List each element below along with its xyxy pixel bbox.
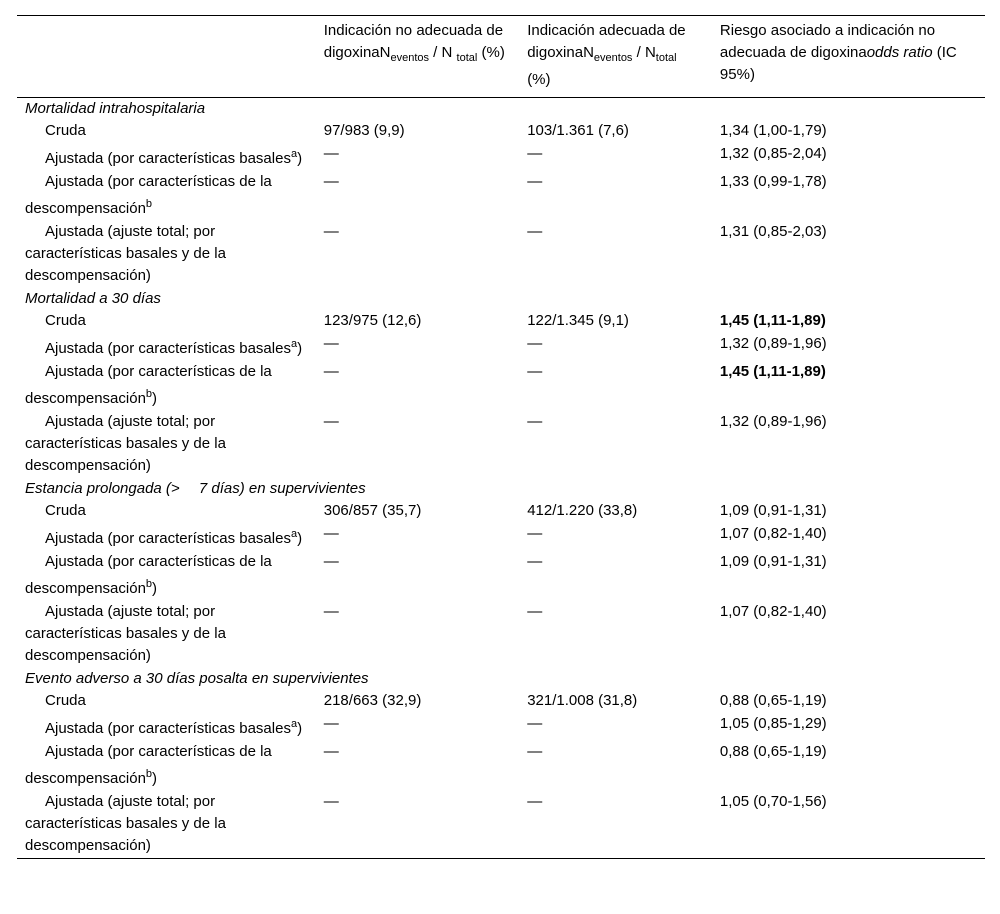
non-adequate-value: —	[323, 335, 339, 352]
odds-ratio-value: 1,45 (1,11-1,89)	[719, 363, 826, 380]
row-label: Cruda	[45, 122, 86, 139]
section-row	[17, 668, 985, 690]
table-row	[17, 221, 985, 288]
adequate-value: —	[527, 715, 543, 732]
non-adequate-value: —	[323, 715, 339, 732]
row-label: Cruda	[45, 692, 86, 709]
adequate-value: —	[527, 145, 543, 162]
row-label: Ajustada (por características de la descompensación$^b$)	[25, 363, 272, 407]
row-label: Ajustada (ajuste total; por características basales y de la descompensación)	[17, 791, 316, 859]
row-label: Ajustada (ajuste total; por características basales y de la descompensación)	[25, 223, 226, 284]
row-label: Ajustada (por características basales$^a$)	[45, 528, 303, 547]
non-adequate-value: 123/975 (12,6)	[323, 312, 422, 329]
odds-ratio-value: 1,34 (1,00-1,79)	[719, 122, 827, 139]
row-label: Ajustada (por características basales$^a$)	[45, 338, 303, 357]
non-adequate-value: —	[323, 363, 339, 380]
adequate-value: —	[527, 335, 543, 352]
non-adequate-value: 97/983 (9,9)	[323, 122, 405, 139]
section-row	[17, 98, 985, 121]
adequate-value: 122/1.345 (9,1)	[527, 312, 629, 329]
table-row	[17, 143, 985, 171]
table-row	[17, 741, 985, 791]
adequate-value: —	[527, 743, 543, 760]
adequate-value: 412/1.220 (33,8)	[527, 502, 638, 519]
adequate-value: —	[527, 223, 543, 240]
non-adequate-value: —	[323, 173, 339, 190]
section-row	[17, 288, 985, 310]
adequate-value: —	[527, 603, 543, 620]
header-non-adequate: Indicación no adecuada de digoxinaN$_{eventos}$ / N $_{total}$ (%)	[323, 22, 505, 64]
table-row	[17, 500, 985, 523]
table-row	[17, 171, 985, 221]
adequate-value: —	[527, 363, 543, 380]
adequate-value: 321/1.008 (31,8)	[527, 692, 638, 709]
row-label: Cruda	[45, 502, 86, 519]
non-adequate-value: —	[323, 743, 339, 760]
non-adequate-value: —	[323, 603, 339, 620]
odds-ratio-value: 1,07 (0,82-1,40)	[719, 525, 827, 542]
table-row	[17, 333, 985, 361]
row-label: Ajustada (por características basales$^a$)	[45, 718, 303, 737]
non-adequate-value: —	[323, 145, 339, 162]
non-adequate-value: —	[323, 525, 339, 542]
odds-ratio-value: 1,05 (0,70-1,56)	[712, 791, 985, 859]
row-label: Ajustada (por características de la descompensación$^b$)	[25, 743, 272, 787]
header-risk: Riesgo asociado a indicación no adecuada de digoxinaodds ratio (IC 95%)	[719, 22, 957, 83]
non-adequate-value: —	[323, 553, 339, 570]
row-label: Ajustada (por características de la descompensación$^b$)	[25, 553, 272, 597]
table-row	[17, 791, 985, 859]
row-label: Ajustada (por características de la descompensación$^b$	[25, 173, 272, 217]
header-adequate: Indicación adecuada de digoxinaN$_{eventos}$ / $N_{total}$ (%)	[527, 22, 686, 88]
table-row	[17, 411, 985, 478]
adequate-value: —	[527, 525, 543, 542]
table-row	[17, 690, 985, 713]
non-adequate-value: 218/663 (32,9)	[323, 692, 422, 709]
header-empty-cell	[17, 16, 316, 98]
section-title: Estancia prolongada (> 7 días) en supervivientes	[25, 480, 366, 497]
table-row	[17, 601, 985, 668]
table-row	[17, 713, 985, 741]
section-row	[17, 478, 985, 500]
adequate-value: —	[519, 791, 712, 859]
non-adequate-value: —	[323, 413, 339, 430]
table-row	[17, 551, 985, 601]
adequate-value: 103/1.361 (7,6)	[527, 122, 629, 139]
odds-ratio-value: 1,45 (1,11-1,89)	[719, 312, 826, 329]
adequate-value: —	[527, 553, 543, 570]
section-title: Mortalidad a 30 días	[25, 290, 161, 307]
odds-ratio-value: 1,09 (0,91-1,31)	[719, 502, 827, 519]
odds-ratio-value: 0,88 (0,65-1,19)	[719, 692, 827, 709]
header-row	[17, 16, 985, 98]
odds-ratio-value: 0,88 (0,65-1,19)	[719, 743, 827, 760]
odds-ratio-value: 1,32 (0,85-2,04)	[719, 145, 827, 162]
row-label: Ajustada (ajuste total; por características basales y de la descompensación)	[25, 603, 226, 664]
section-title: Mortalidad intrahospitalaria	[25, 100, 206, 117]
row-label: Cruda	[45, 312, 86, 329]
results-table	[17, 15, 985, 859]
row-label: Ajustada (por características basales$^a$)	[45, 148, 303, 167]
odds-ratio-value: 1,32 (0,89-1,96)	[719, 335, 827, 352]
odds-ratio-value: 1,31 (0,85-2,03)	[719, 223, 827, 240]
table-row	[17, 310, 985, 333]
odds-ratio-value: 1,07 (0,82-1,40)	[719, 603, 827, 620]
odds-ratio-value: 1,32 (0,89-1,96)	[719, 413, 827, 430]
odds-ratio-value: 1,09 (0,91-1,31)	[719, 553, 827, 570]
non-adequate-value: —	[323, 223, 339, 240]
table-row	[17, 523, 985, 551]
non-adequate-value: 306/857 (35,7)	[323, 502, 422, 519]
odds-ratio-value: 1,33 (0,99-1,78)	[719, 173, 827, 190]
row-label: Ajustada (ajuste total; por características basales y de la descompensación)	[25, 413, 226, 474]
odds-ratio-value: 1,05 (0,85-1,29)	[719, 715, 827, 732]
non-adequate-value: —	[316, 791, 519, 859]
table-row	[17, 120, 985, 143]
adequate-value: —	[527, 413, 543, 430]
table-row	[17, 361, 985, 411]
section-title: Evento adverso a 30 días posalta en supervivientes	[25, 670, 369, 687]
adequate-value: —	[527, 173, 543, 190]
